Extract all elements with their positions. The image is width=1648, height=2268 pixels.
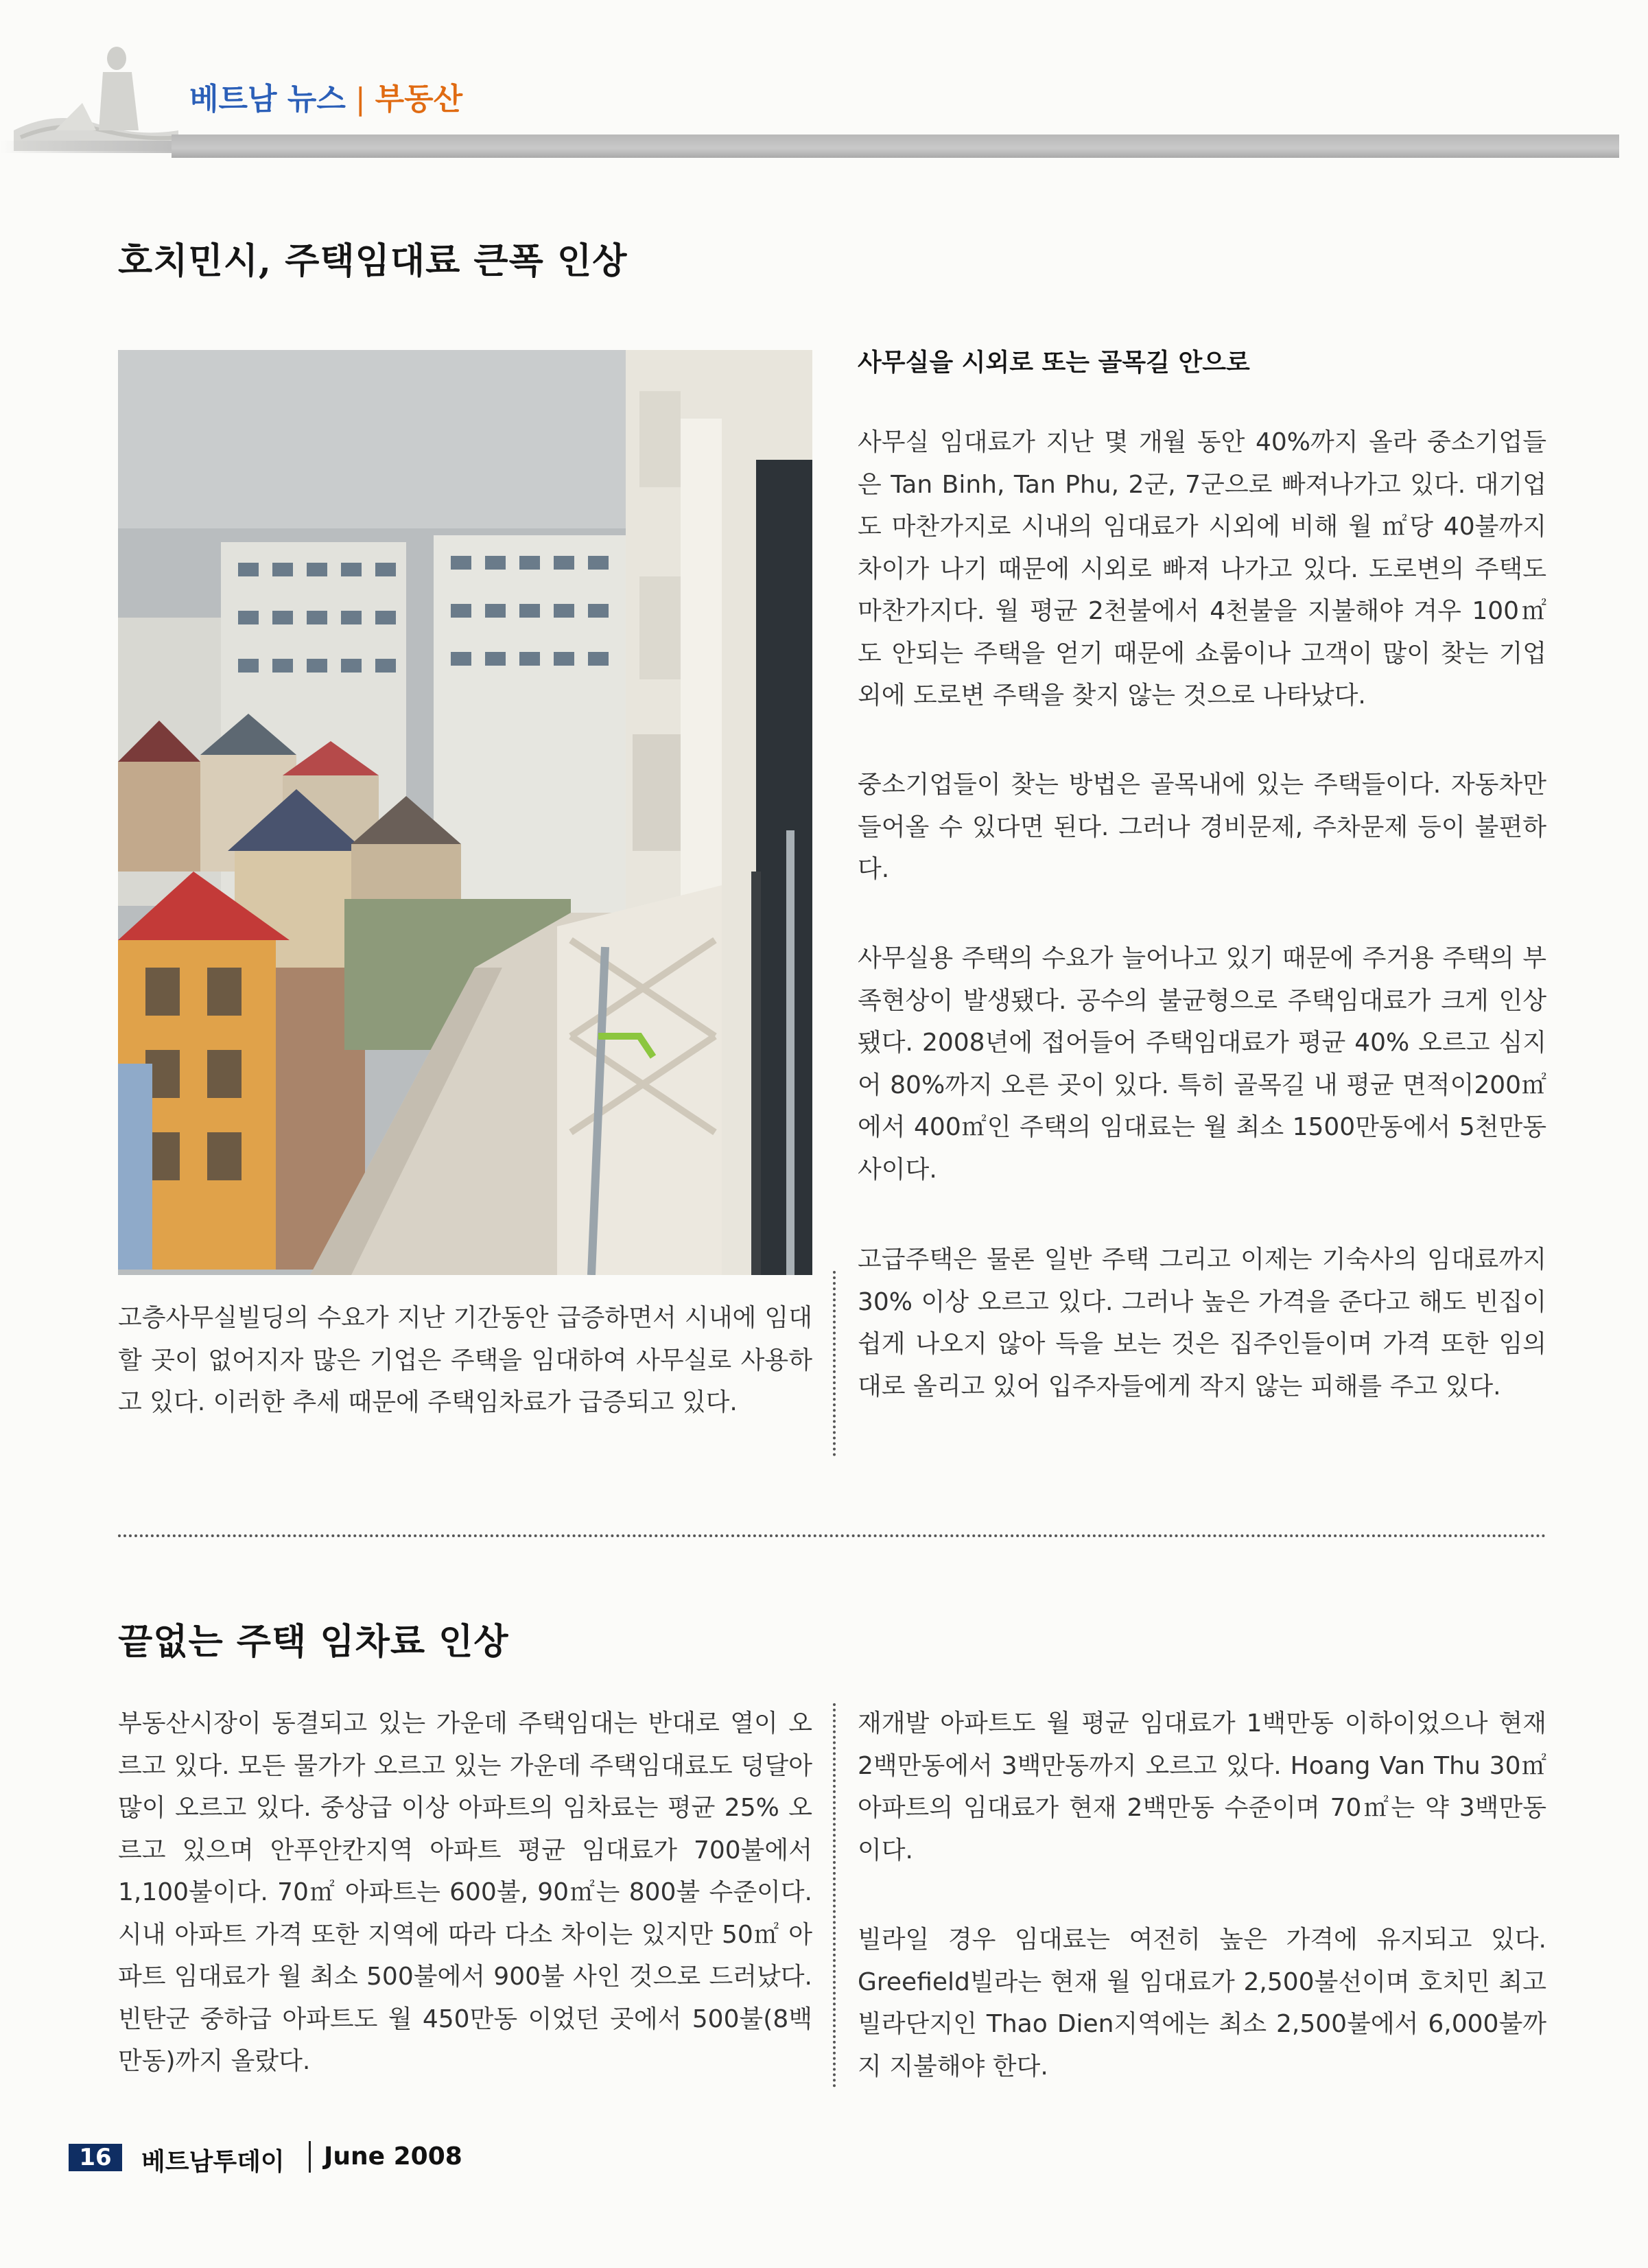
column-divider-bottom: [833, 1703, 836, 2088]
header-bar-fade: [0, 141, 178, 153]
article-2-paragraph: 부동산시장이 동결되고 있는 가운데 주택임대는 반대로 열이 오르고 있다. 모든 물가가 오르고 있는 가운데 주택임대료도 덩달아 많이 오르고 있다. 중상급 이상 아파트의 임차료는 평균 25% 오르고 있으며 안푸안칸지역 아파트 평균 임대료가 700불에서 1,100불이다. 70㎡ 아파트는 600불, 90㎡는 800불 수준이다. 시내 아파트 가격 또한 지역에 따라 다소 차이는 있지만 50㎡ 아파트 임대료가 월 최소 500불에서 900불 사인 것으로 드러났다. 빈탄군 중하급 아파트도 월 450만동 이었던 곳에서 500불(8백만동)까지 올랐다.: [118, 1709, 812, 2075]
header-bar: [172, 135, 1619, 158]
section-name: 베트남 뉴스: [189, 82, 346, 117]
column-divider-top: [833, 1271, 836, 1456]
article-2-paragraph: 빌라일 경우 임대료는 여전히 높은 가격에 유지되고 있다. Greefield빌라는 현재 월 임대료가 2,500불선이며 호치민 최고 빌라단지인 Thao Dien지역에는 최소 2,500불에서 6,000불까지 지불해야 한다.: [858, 1926, 1546, 2081]
publication-name: 베트남투데이: [141, 2148, 285, 2176]
header-figure-illustration: [14, 27, 178, 151]
article-2-paragraph: 재개발 아파트도 월 평균 임대료가 1백만동 이하이었으나 현재 2백만동에서 3백만동까지 오르고 있다. Hoang Van Thu 30㎡아파트의 임대료가 현재 2백만동 수준이며 70㎡는 약 3백만동이다.: [858, 1709, 1546, 1864]
article-1-paragraph: 중소기업들이 찾는 방법은 골목내에 있는 주택들이다. 자동차만 들어올 수 있다면 된다. 그러나 경비문제, 주차문제 등이 불편하다.: [858, 771, 1546, 883]
footer-separator: [309, 2141, 311, 2173]
section-category: 부동산: [375, 82, 463, 117]
photo-caption: 고층사무실빌딩의 수요가 지난 기간동안 급증하면서 시내에 임대할 곳이 없어지자 많은 기업은 주택을 임대하여 사무실로 사용하고 있다. 이러한 추세 때문에 주택임차료가 급증되고 있다.: [118, 1304, 812, 1416]
section-separator: |: [355, 82, 366, 117]
article-separator: [118, 1534, 1546, 1537]
issue-date: June 2008: [324, 2142, 462, 2171]
article-1-paragraph: 고급주택은 물론 일반 주택 그리고 이제는 기숙사의 임대료까지 30% 이상 오르고 있다. 그러나 높은 가격을 준다고 해도 빈집이 쉽게 나오지 않아 득을 보는 것은 집주인들이며 가격 또한 임의대로 올리고 있어 입주자들에게 작지 않는 피해를 주고 있다.: [858, 1246, 1546, 1401]
article-1-title: 호치민시, 주택임대료 큰폭 인상: [118, 240, 628, 282]
article-1-paragraph: 사무실 임대료가 지난 몇 개월 동안 40%까지 올라 중소기업들은 Tan Binh, Tan Phu, 2군, 7군으로 빠져나가고 있다. 대기업도 마찬가지로 시내의 임대료가 시외에 비해 월 ㎡당 40불까지 차이가 나기 때문에 시외로 빠져 나가고 있다. 도로변의 주택도 마찬가지다. 월 평균 2천불에서 4천불을 지불해야 겨우 100㎡도 안되는 주택을 얻기 때문에 쇼룸이나 고객이 많이 찾는 기업 외에 도로변 주택을 찾지 않는 것으로 나타났다.: [858, 428, 1547, 710]
apartment-balcony-photo: [118, 350, 812, 1275]
section-label: [189, 74, 462, 118]
article-1-paragraph: 사무실용 주택의 수요가 늘어나고 있기 때문에 주거용 주택의 부족현상이 발생됐다. 공수의 불균형으로 주택임대료가 크게 인상됐다. 2008년에 접어들어 주택임대료가 평균 40% 오르고 심지어 80%까지 오른 곳이 있다. 특히 골목길 내 평균 면적이200㎡에서 400㎡인 주택의 임대료는 월 최소 1500만동에서 5천만동 사이다.: [858, 944, 1546, 1184]
page-number: 16: [69, 2144, 122, 2171]
article-1-subhead: 사무실을 시외로 또는 골목길 안으로: [858, 349, 1250, 377]
article-2-title: 끝없는 주택 임차료 인상: [118, 1621, 509, 1663]
